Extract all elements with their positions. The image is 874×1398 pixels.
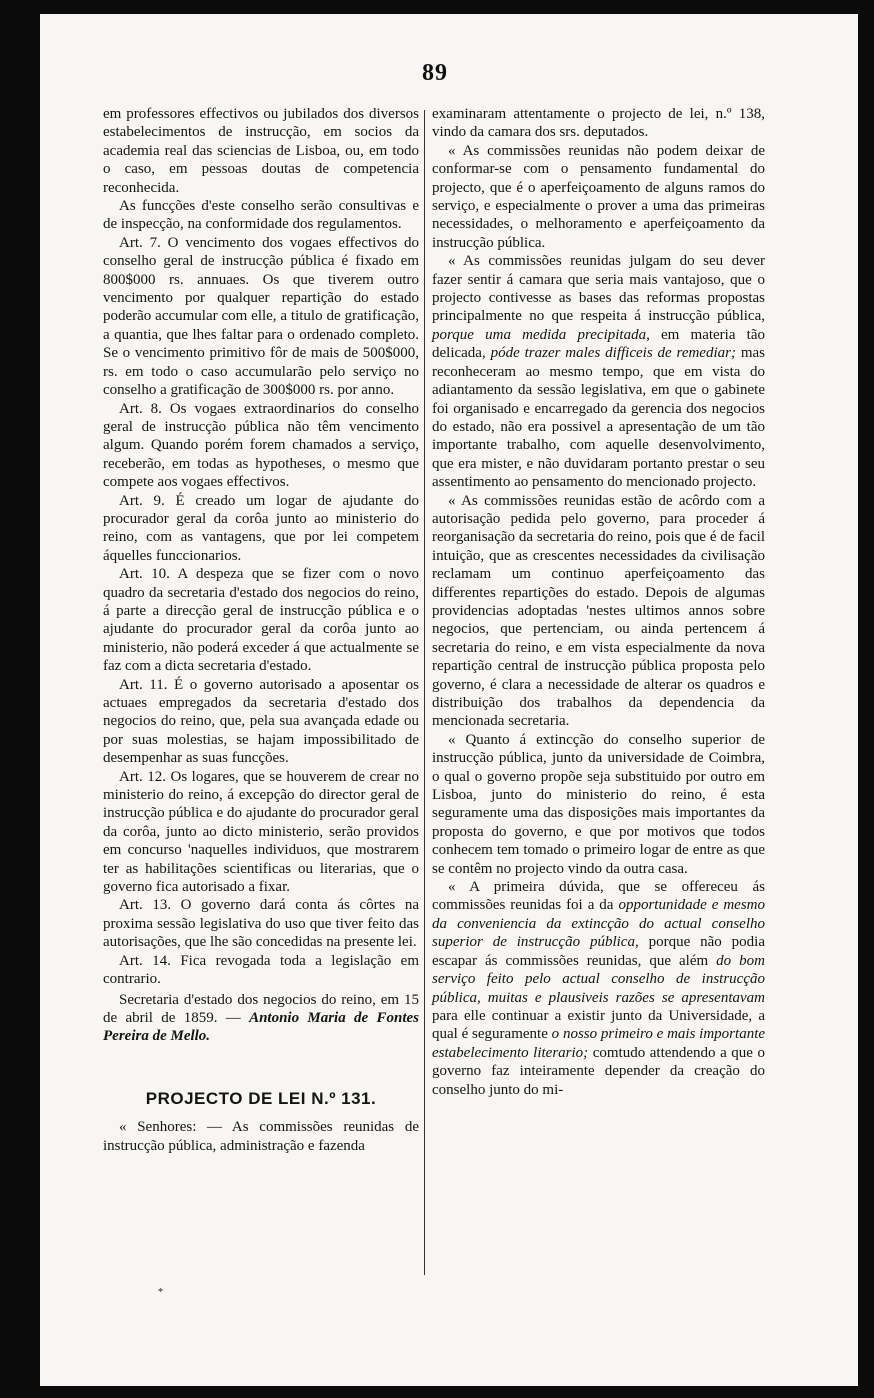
article-10: Art. 10. A despeza que se fizer com o novo quadro da secretaria d'estado dos negocios do reino, á parte a direcção geral de instrucção pública e o ajudante do procurador geral da corôa junto ao ministerio, não poderá exceder á que actualmente se faz com a dicta secretaria d'estado. (103, 566, 419, 675)
left-column (103, 105, 419, 1155)
italic-run: do bom serviço feito pelo actual conselho de instrucção pública, muitas e plausiveis razões se apresentavam (432, 952, 765, 1006)
article-12: Art. 12. Os logares, que se houverem de crear no ministerio do reino, á excepção do director geral de instrucção pública e do ajudante do procurador geral da corôa, junto ao dicto ministerio, serão providos em concurso 'naquelles individuos, que mostrarem ter as habilitações scientificas ou literarias, que o governo fica autorisado a fixar. (103, 768, 419, 896)
text-run: porque não podia escapar ás commissões reunidas, que além (432, 934, 766, 969)
article-8: Art. 8. Os vogaes extraordinarios do conselho geral de instrucção pública não têm vencimento algum. Quando porém forem chamados a serviço, receberão, em todas as hypotheses, o mesmo que compete aos vogaes effectivos. (103, 400, 419, 491)
paragraph: « Quanto á extincção do conselho superior de instrucção pública, junto da universidade de Coimbra, o qual o governo propõe seja substituido por outro em Lisboa, junto do ministerio do reino, é esta seguramente uma das disposições mais importantes da proposta do governo, e que por motivos que todos conhecem tem tomado o primeiro logar de entre as que se contêm no projecto vindo da outra casa. (432, 731, 765, 877)
italic-run: opportunidade e mesmo da conveniencia da extincção do actual conselho superior de instrucção pública, (432, 897, 766, 951)
text-run: « A primeira dúvida, que se offereceu ás commissões reunidas foi a da (432, 879, 765, 914)
section-heading: PROJECTO DE LEI N.º 131. (145, 1088, 377, 1108)
text-run: « As commissões reunidas julgam do seu dever fazer sentir á camara que seria mais vantajoso, que o projecto contivesse as bases das reformas propostas principalmente no que respeita á instrucção pública, (432, 253, 765, 325)
paragraph: em professores effectivos ou jubilados dos diversos estabelecimentos de instrucção, em socios da academia real das sciencias de Lisboa, ou, em todo o caso, em pessoas doutas de competencia reconhecida. (103, 106, 419, 196)
paragraph: « As commissões reunidas não podem deixar de conformar-se com o pensamento fundamental do projecto, que é o aperfeiçoamento de alguns ramos do serviço, e especialmente o prover a uma das primeiras necessidades, o melhoramento e aperfeiçoamento da instrucção pública. (432, 142, 765, 251)
paragraph (432, 878, 765, 1099)
column-divider (424, 110, 425, 1275)
footer-mark: * (158, 1287, 163, 1298)
paragraph: « Senhores: — As commissões reunidas de instrucção pública, administração e fazenda (103, 1119, 419, 1154)
paragraph (432, 252, 765, 491)
paragraph: examinaram attentamente o projecto de lei, n.º 138, vindo da camara dos srs. deputados. (432, 106, 765, 141)
italic-run: o nosso primeiro e mais importante estabelecimento literario; (432, 1026, 766, 1061)
closing-text: Secretaria d'estado dos negocios do reino, em 15 de abril de 1859. — (103, 991, 419, 1026)
article-7: Art. 7. O vencimento dos vogaes effectivos do conselho geral de instrucção pública é fixado em 800$000 rs. annuaes. Os que tiverem outro vencimento por qualquer repartição do estado poderão accumular com elle, a titulo de gratificação, a quantia, que lhes faltar para o ordenado completo. Se o vencimento primitivo fôr de mais de 500$000, rs. em todo o caso accumularão pelo serviço no conselho a gratificação de 300$000 rs. por anno. (103, 234, 419, 399)
text-run: mas reconheceram ao mesmo tempo, que em vista do adiantamento da sessão legislativa, em que o gabinete foi organisado e encarregado da gerencia dos negocios do estado, não era possivel a apresentação de um tão importante trabalho, com aquelle desenvolvimento, que era mister, e não duvidaram portanto prestar o seu assentimento ao pensamento do mencionado projecto. (432, 345, 766, 491)
closing-paragraph (103, 991, 419, 1046)
text-run: para elle continuar a existir junto da Universidade, a qual é seguramente (432, 1007, 765, 1043)
article-13: Art. 13. O governo dará conta ás côrtes na proxima sessão legislativa do uso que tiver feito das autorisações, que lhe são concedidas na presente lei. (103, 897, 419, 951)
paragraph: As funcções d'este conselho serão consultivas e de inspecção, na conformidade dos regulamentos. (103, 198, 419, 233)
italic-run: porque uma medida precipitada, (432, 326, 650, 343)
right-column (432, 105, 765, 1099)
paragraph: « As commissões reunidas estão de acôrdo com a autorisação pedida pelo governo, para proceder á reorganisação da secretaria do reino, pois que é de facil intuição, que as crescentes necessidades da civilisação reclamam um continuo aperfeiçoamento das differentes repartições do estado. Depois de algumas providencias adoptadas 'nestes ultimos annos sobre negocios, que pertenciam, ou ainda pertencem á secretaria do reino, e em vista especialmente da nova repartição central de instrucção pública proposta pelo governo, é clara a necessidade de alterar os quadros e distribuição dos trabalhos da dependencia da mencionada secretaria. (432, 492, 765, 730)
article-14: Art. 14. Fica revogada toda a legislação em contrario. (103, 952, 419, 988)
page-number: 89 (422, 60, 448, 86)
article-11: Art. 11. É o governo autorisado a aposentar os actuaes empregados da secretaria d'estado dos negocios do reino, que, pela sua avançada edade ou por suas molestias, se hajam impossibilitado de desempenhar as suas funcções. (103, 676, 419, 767)
italic-run: póde trazer males difficeis de remediar; (490, 345, 736, 362)
article-9: Art. 9. É creado um logar de ajudante do procurador geral da corôa junto ao ministerio do reino, com as vantagens, que por lei competem áquelles funccionarios. (103, 492, 419, 564)
text-run: comtudo attendendo a que o governo faz inteiramente depender da creação do conselho junto do mi- (432, 1044, 765, 1098)
signature: Antonio Maria de Fontes Pereira de Mello. (103, 1009, 419, 1045)
text-run: em materia tão delicada, (432, 326, 766, 362)
